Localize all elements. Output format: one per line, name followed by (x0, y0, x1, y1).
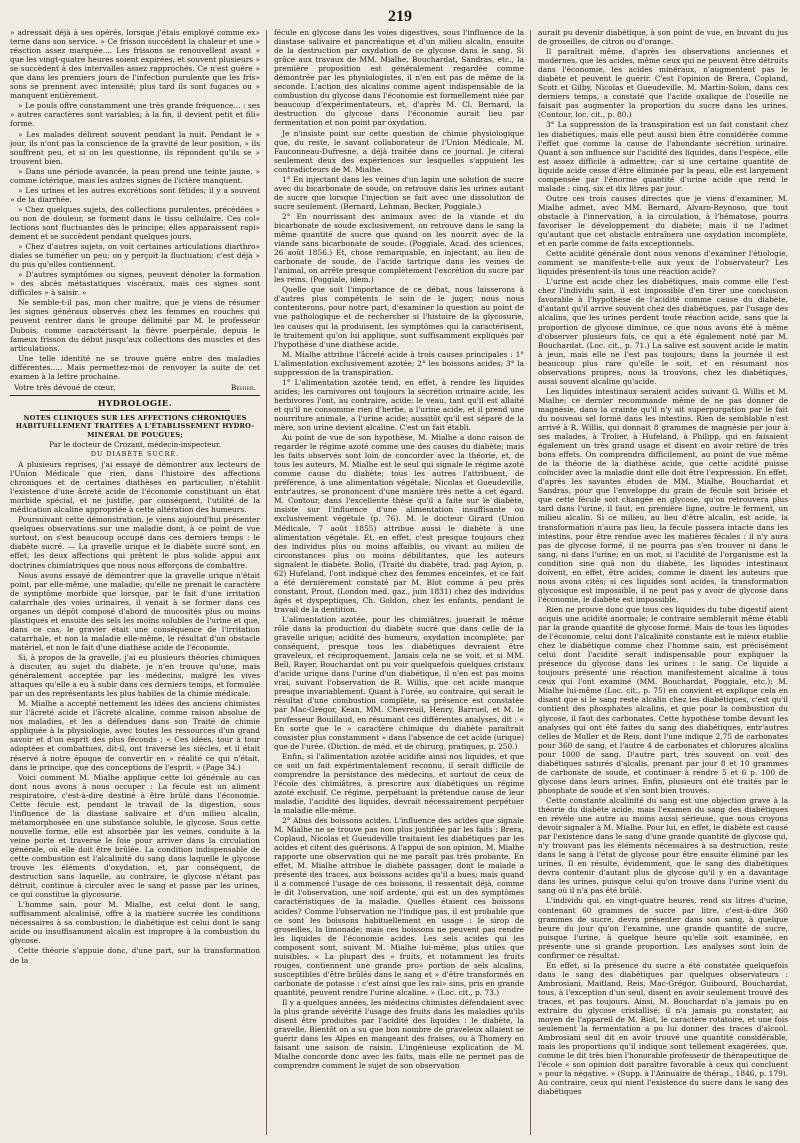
paragraph: 2° En nourrissant des animaux avec de la viande et du bicarbonate de soude exclusivement, on retrouve dans le sang la même quantité de sucre que quand on les nourrit avec de la viande sans bicarbonate de soude. (Poggiale, Acad. des sciences, 26 août 1856.) Et, chose remarquable, en injectant, au lieu de carbonate de soude, de l'acide tartrique dans les veines de l'animal, on arrête presque complètement l'excrétion du sucre par les reins. (Poggiale, idem.) (274, 211, 524, 285)
paragraph: Ne semble-t-il pas, mon cher maître, que je viens de résumer les signes généraux observés chez les femmes en couches qui peuvent rentrer dans le groupe délimité par M. le professeur Dubois, comme caractérisant la fièvre puerpérale, depuis le fameux frisson du début jusqu'aux collections des muscles et des articulations. (10, 298, 260, 353)
paragraph: » D'autres symptômes ou signes, peuvent dénoter la formation » des abcès métastatiques viscéraux, mais ces signes sont difficiles » à saisir. » (10, 270, 260, 298)
paragraph: A plusieurs reprises, j'ai essayé de démontrer aux lecteurs de l'Union Médicale que rien, dans l'histoire des affections chroniques et de certaines diathèses en particulier, n'établit l'existence d'une âcreté acide de l'économie constituant un état morbide spécial, et ne justifie, par conséquent, l'utilité de la médication alcaline appropriée à cette altération des humeurs. (10, 460, 260, 515)
column-left (10, 28, 260, 1138)
page-number: 219 (388, 8, 412, 25)
article-heading: NOTES CLINIQUES SUR LES AFFECTIONS CHRONIQUES HABITUELLEMENT TRAITÉES A L'ÉTABLISSEMENT HYDRO-MINÉRAL DE POUGUES; (15, 413, 255, 439)
paragraph: M. Mialhe attribue l'âcreté acide à trois causes principales : 1° L'alimentation exclusivement azotée; 2° les boissons acides; 3° la suppression de la transpiration. (274, 349, 524, 377)
paragraph: » adressait déjà à ses opérés, lorsque j'étais employé comme ex» terne dans son service. » Ce frisson succédent la chaleur et une » réaction assez marquée.... Les frissons se renouvellent avant » que les vingt-quatre heures soient expirées, et souvent plusieurs » se succèdent à des intervalles assez rapprochés. Ce n'est guère » que dans les premiers jours de l'infection purulente que les fris» sons se prennent avec intensité; plus tard ils sont fugaces ou » manquent entièrement. (10, 28, 260, 101)
paragraph: Si, à propos de la gravelle, j'ai eu plusieurs théories chimiques à discuter, au sujet du diabète, je n'en trouve qu'une, mais généralement acceptée par les médecins, malgré les vives attaques qu'elle a eu à subir dans ces derniers temps, et formulée par un des représentants les plus habiles de la chimie médicale. (10, 652, 260, 699)
column-divider (266, 30, 267, 1135)
section-divider (10, 395, 260, 396)
paragraph: » Les urines et les autres excrétions sont fétides; il y a souvent » de la diarrhée. (10, 185, 260, 204)
column-middle (274, 28, 524, 1138)
column-divider (530, 30, 531, 1135)
paragraph: 1° En injectant dans les veines d'un lapin une solution de sucre avec du bicarbonate de soude, on retrouve dans les urines autant de sucre que lorsque l'injection se fait avec une dissolution de sucre seulement. (Bernard, Lehman, Becker, Poggiale.) (274, 174, 524, 211)
paragraph: 3° La suppression de la transpiration est un fait constant chez les diabétiques, mais elle peut aussi bien être considérée comme l'effet que comme la cause de l'abondante sécrétion urinaire. Quant à son influence sur l'acidité des liquides, dans l'espèce, elle est assez difficile à admettre; car si une certaine quantité de liquide acide cesse d'être éliminée par la peau, elle est largement compensée par l'énorme quantité d'urine acide que rend le malade : cinq, six et dix litres par jour. (538, 120, 788, 193)
paragraph: Outre ces trois causes directes que je viens d'examiner, M. Mialhe admet, avec MM. Bernard, Alvaro-Reynoso, que tout obstacle à l'innervation, à la circulation, à l'hématose, pourra favoriser le développement du diabète; mais il ne l'admet qu'autant que cet obstacle entraînera une oxydation incomplète, et en parle comme de faits exceptionnels. (538, 193, 788, 249)
paragraph: Nous avons essayé de démontrer que la gravelle urique n'était point, par elle-même, une maladie; qu'elle ne prenait le caractère de symptôme morbide que lorsque, par le fait d'une irritation catarrhale des voies urinaires, il venait à se former dans ces organes un dépôt composé d'abord de mucosités plus ou moins plastiques et ensuite des sels les moins solubles de l'urine et que, dans ce cas, le gravier était une conséquence de l'irritation catarrhale, et non la maladie elle-même, le résultat d'un obstacle matériel, et non le fait d'une diathèse acide de l'économie. (10, 570, 260, 652)
paragraph: L'urine est acide chez les diabétiques, mais comme elle l'est chez l'individu sain, il est impossible d'en tirer une conclusion favorable à l'hypothèse de l'acidité comme cause du diabète, d'autant qu'il arrive souvent chez des diabétiques, par l'usage des alcalins, que les urines perdent toute réaction acide, sans que la proportion de glycose diminue, ce que nous avons été à même d'observer plusieurs fois, ce qui a été également noté par M. Bouchardat. (Loc. cit., p. 71.) La salive est souvent acide le matin à jeun, mais elle ne l'est pas toujours; dans la journée il est beaucoup plus rare qu'elle le soit, et en résumant nos observations propres, nous la trouvons, chez les diabétiques, aussi souvent alcaline qu'acide. (538, 277, 788, 386)
paragraph: » Les malades délirent souvent pendant la nuit. Pendant le » jour, ils n'ont pas la conscience de la gravité de leur position, » ils souffrent peu, et si on les questionne, ils répondent qu'ils se » trouvent bien. (10, 129, 260, 166)
paragraph: Une telle identité ne se trouve guère entre des maladies différentes..... Mais permettez-moi de renvoyer la suite de cet examen à la lettre prochaine. (10, 353, 260, 381)
paragraph: Cette acidité générale dont nous venons d'examiner l'étiologie, comment se manifeste-t-elle aux yeux de l'observateur? Les liquides présentent-ils tous une réaction acide? (538, 249, 788, 277)
article-byline: Par le docteur de Crozant, médecin-inspecteur. (49, 440, 221, 449)
letter-signature (10, 383, 260, 392)
paragraph: aurait pu devenir diabétique, à son point de vue, en buvant du jus de groseilles, de citron ou d'orange. (538, 28, 788, 47)
paragraph: L'alimentation azotée, pour les chimiâtres, jouerait le même rôle dans la production du diabète sucré que dans celle de la gravelle urique; acidité des humeurs, oxydation incomplète; par conséquent, presque tous les diabétiques devraient être graveleux, et réciproquement. Jamais cela ne se voit, et si MM. Bell, Rayer, Bouchardat ont pu voir quelquefois quelques cristaux d'acide urique dans l'urine d'un diabétique, il n'en est pas moins vrai, suivant l'observation de R. Willis, que cet acide manque presque invariablement. Quant à l'urée, au contraire, qui serait le résultat d'une combustion complète, sa présence est constatée par Mac-Grégor, Kean, MM. Chevreuil, Henry, Barruel, et M. le professeur Bouillaud, en résumant ces différentes analyses, dit : « En sorte que le » caractère chimique du diabète paraîtrait consister plus constamment » dans l'absence de cet acide (urique) que de l'urée. (Diction. de méd. et de chirurg. pratiques, p. 250.) (274, 615, 524, 751)
paragraph: » Le pouls offre constamment une très grande fréquence... : ses » autres caractères sont variables; à la fin, il devient petit et fili» forme. (10, 101, 260, 129)
paragraph: Cette constante alcalinité du sang est une objection grave à la théorie du diabète acide, mais l'examen du sang des diabétiques en révèle une autre au moins aussi sérieuse, que nous croyons devoir signaler à M. Mialhe. Pour lui, en effet, le diabète est causé par l'existence dans le sang d'une grande quantité de glycose qui, n'y trouvant pas les éléments nécessaires à sa destruction, reste dans le sang à l'état de glycose pour être ensuite éliminé par les urines. Il en résulte, évidemment, que le sang des diabétiques devra contenir d'autant plus de glycose qu'il y en a davantage dans les urines, puisque celui qu'on trouve dans l'urine vient du sang où il n'a pas été brûlé. (538, 795, 788, 896)
paragraph: » Chez d'autres sujets, on voit certaines articulations diarthro» diales se tuméfier un peu; on y perçoit la fluctuation; c'est déjà » du pus qu'elles contiennent. (10, 242, 260, 270)
paragraph: » Chez quelques sujets, des collections purulentes, précédées » ou non de douleur, se forment dans le tissu cellulaire. Ces col» lections sont fluctuantes dès le principe; elles apparaissent rapi» dement et se succèdent pendant quelques jours. (10, 204, 260, 242)
paragraph: Rien ne prouve donc que tous ces liquides du tube digestif aient acquis une acidité anormale; le contraire semblerait même établi par la grande quantité de glycose formé. Mais de tous les liquides de l'économie, celui dont l'alcalinité constante est le mieux établie chez le diabétique comme chez l'homme sain, est précisément celui dont l'acidité serait indispensable pour expliquer la présence du glycose dans les urines : le sang. Ce liquide a toujours présenté une réaction manifestement alcaline à tous ceux qui l'ont examiné (MM. Bouchardat, Poggiale, etc.); M. Mialhe lui-même (Loc. cit., p. 75) en convient et explique cela en disant que si le sang reste alcalin chez les diabétiques, c'est qu'il contient des phosphates alcalins, et que pour la combustion du glycose, il faut des carbonates. Cette hypothèse tombe devant les analyses qui ont été faites du sang des diabétiques, entr'autres celles de Muller et de Reis, dont l'une indique 2,75 de carbonates pour 360 de sang, et l'autre 4 de carbonates et chlorures alcalins pour 1000 de sang. D'autre part, très souvent on voit des diabétiques saturés d'alcalis, prenant par jour 8 et 10 grammes de carbonate de soude, et continuer à rendre 5 et 6 p. 100 de glycose dans leurs urines. Enfin, plusieurs ont été traités par le phosphate de soude et s'en sont bien trouvés. (538, 604, 788, 795)
column-right (538, 28, 788, 1138)
paragraph: L'homme sain, pour M. Mialhe, est celui dont le sang, suffisamment alcalinisé, offre à la matière sucrée les conditions nécessaires à sa combustion; le diabétique est celui dont le sang acide ou insuffisamment alcalin est impropre à la combustion du glycose. (10, 900, 260, 946)
section-title: HYDROLOGIE. (97, 397, 173, 408)
paragraph: Enfin, si l'alimentation azotée acidifie ainsi nos liquides, et que ce soit un fait expérimentalement reconnu, il serait difficile de comprendre la persistance des médecins, et surtout de ceux de l'école des chimiâtres, à prescrire aux diabétiques un régime azoté exclusif. Ce régime, perpétuant la prétendue cause de leur maladie, l'acidité des liquides, devrait nécessairement perpétuer la maladie elle-même. (274, 751, 524, 815)
paragraph: Au point de vue de son hypothèse, M. Mialhe a donc raison de regarder le régime azoté comme une des causes du diabète; mais les faits observés sont loin de concorder avec la théorie, et, de tous les auteurs, M. Mialhe est le seul qui signale le régime azoté comme cause du diabète; tous les autres l'attribuent, de préférence, à une alimentation végétale; Nicolas et Gueudeville, entr'autres, se prononcent d'une manière très nette à cet égard. M. Contour, dans l'excellente thèse qu'il a faite sur le diabète, insiste sur l'influence d'une alimentation insuffisante ou exclusivement végétale (p. 76). M. le docteur Girard (Union Médicale, 7 août 1855) attribue aussi le diabète à une alimentation végétale. Et, en effet, c'est presque toujours chez des individus plus ou moins affaiblis, ou vivant au milieu de circonstances plus ou moins débilitantes, que les auteurs signalent le diabète. Bollo, (Traité du diabète, trad. pag Ayion, p. 62) Hufeland, l'ont indiqué chez des femmes enceintes, et ce fait a été dernièrement constaté par M. Blot comme à peu près constant, Prout, (London med. gaz., juin 1831) chez des individus âgés et dyspeptiques, Ch. Goldon, chez les enfants, pendant le travail de la dentition. (274, 433, 524, 614)
paragraph: Il y a quelques années, les médecins chimistes défendaient avec la plus grande sévérité l'usage des fruits dans les maladies qu'ils disent être produites par l'acidité des liquides : le diabète, la gravelle. Bientôt on a su que bon nombre de graveleux allaient se guérir dans les Alpes en mangeant des fraises, ou à Thomery en faisant une saison de raisin. L'ingénieuse explication de M. Mialhe concorde donc avec les faits, mais elle ne permet pas de comprendre comment le sujet de son observation (274, 997, 524, 1071)
paragraph: Poursuivant cette démonstration, je viens aujourd'hui présenter quelques observations sur une maladie dont, à ce point de vue surtout, on s'est beaucoup occupé dans ces derniers temps : le diabète sucré. — La gravelle urique et le diabète sucré sont, en effet, les deux affections qui prêtent le plus solide appui aux doctrines chimiatriques que nous nous efforçons de combattre. (10, 515, 260, 570)
subsection-title: DU DIABÈTE SUCRÉ. (90, 450, 180, 458)
paragraph: Je n'insiste point sur cette question de chimie physiologique que, du reste, le savant collaborateur de l'Union Médicale, M. Fauconneau-Dufresne, a déjà traitée dans ce journal. Je citerai seulement deux des expériences sur lesquelles s'appuient les contradicteurs de M. Mialhe. (274, 128, 524, 174)
paragraph: M. Mialhe a accepté nettement les idées des anciens chimistes sur l'âcreté acide et l'âcreté alcaline, comme raison absolue de nos maladies, et les a défendues dans son Traité de chimie appliquée à la physiologie, avec toutes les ressources d'un grand savoir et d'un esprit des plus féconds : « Ces idées, tour à tour adoptées et combattues, dit-il, ont traversé les siècles, et il était réservé à notre époque de convertir en » réalité ce qui n'était, dans le principe, que des conceptions de l'esprit. » (Page 34.) (10, 699, 260, 772)
paragraph: 2° Abus des boissons acides. L'influence des acides que signale M. Mialhe ne se trouve pas non plus justifiée par les faits : Brera, Coplaud, Nicolas et Gueudeville traitaient les diabétiques par les acides et citent des guérisons. A l'appui de son opinion, M. Mialhe rapporte une observation qui ne me paraît pas très probante. En effet, M. Mialhe attribue le diabète passager, dont le malade a présenté des traces, aux boissons acides qu'il a bues; mais quand il a commencé l'usage de ces boissons, il ressentait déjà, comme le dit l'observation, une soif ardente, qui est un des symptômes caractéristiques de la maladie. Quelles étaient ces boissons acides? Comme l'observation ne l'indique pas, il est probable que ce sont les boissons habituellement en usage : le sirop de groseilles, la limonade; mais ces boissons ne peuvent pas rendre les liquides de l'économie acides. Les sels acides qui les composent sont, suivant M. Mialhe lui-même, plus utiles que nuisibles. « La plupart des » fruits, et notamment les fruits rouges, contiennent une grande pro» portion de sels alcalins, susceptibles d'être brûlés dans le sang et » d'être transformés en carbonate de potasse : c'est ainsi que les rai» sins, pris en grande quantité, peuvent rendre l'urine alcaline. » (Loc. cit., p. 73.) (274, 816, 524, 997)
paragraph: Quelle que soit l'importance de ce débat, nous laisserons à d'autres plus compétents le soin de le juger; nous nous contenterons, pour notre part, d'examiner la question au point de vue pathologique et de rechercher si l'histoire de la glycosurie, les causes qui la produisent, les symptômes qui la caractérisent, le traitement qu'on lui applique, sont suffisamment expliqués par l'hypothèse d'une diathèse acide. (274, 285, 524, 349)
paragraph: Cette théorie s'appuie donc, d'une part, sur la transformation de la (10, 946, 260, 965)
closing-line: Votre très dévoué de cœur, (14, 382, 116, 392)
author-name: Béhier. (230, 382, 256, 392)
paragraph: fécule en glycose dans les voies digestives, sous l'influence de la diastase salivaire et pancréatique et d'un milieu alcalin, ensuite de la destruction par oxydation de ce glycose dans le sang. Si grâce aux travaux de MM. Mialhe, Bouchardat, Sandras, etc., la première proposition est généralement regardée comme démontrée par les physiologistes, il n'en est pas de même de la seconde. L'action des alcalins comme agent indispensable de la combustion du glycose dans l'économie est formellement niée par beaucoup d'expérimentateurs, et, d'après M. Cl. Bernard, la destruction du glycose dans l'économie aurait lieu par fermentation et non point par oxydation. (274, 28, 524, 128)
paragraph: L'individu qui, en vingt-quatre heures, rend six litres d'urine, contenant 60 grammes de sucre par litre, c'est-à-dire 360 grammes de sucre, devra présenter dans son sang, à quelque heure du jour qu'on l'examine, une grande quantité de sucre, puisque l'urine, à quelque heure qu'elle soit examinée, en présente une si grande proportion. Les analyses sont loin de confirmer ce résultat. (538, 896, 788, 960)
paragraph: 1° L'alimentation azotée tend, en effet, à rendre les liquides acides; les carnivores ont toujours la sécrétion urinaire acide, les herbivores l'ont, au contraire, acide; le veau, tant qu'il est allaité et qu'il ne consomme rien d'herbe, a l'urine acide, et il prend une nourriture animale, a l'urine acide; aussitôt qu'il est séparé de la mère, son urine devient alcaline. C'est un fait établi. (274, 377, 524, 433)
paragraph: Il paraîtrait même, d'après les observations anciennes et modernes, que les acides, même ceux qui ne peuvent être détruits dans l'économie, les acides minéraux, n'augmentent pas le diabète et peuvent le guérir. C'est l'opinion de Brera, Copland, Scott et Gilby, Nicolas et Gueudeville. M. Martin-Solon, dans ces derniers temps, a constaté que l'acide oxalique de l'oseille ne faisait pas augmenter la proportion du sucre dans les urines. (Contour, loc. cit., p. 80.) (538, 47, 788, 120)
paragraph: Voici comment M. Mialhe applique cette loi générale au cas dont nous avons à nous occuper : La fécule est un aliment respiratoire, c'est-à-dire destiné à être brûlé dans l'économie. Cette fécule est, pendant le travail de la digestion, sous l'influence de la diastase salivaire et d'un milieu alcalin, métamorphosée en une substance soluble, le glycose. Sous cette nouvelle forme, elle est absorbée par les veines, conduite à la veine porte et traverse le foie pour arriver dans la circulation générale, où elle doit être brûlée. La condition indispensable de cette combustion est l'alcalinité du sang dans laquelle le glycose trouve les éléments d'oxydation, et, par conséquent, de destruction sans laquelle, au contraire, le glycose n'étant pas détruit, continue à circuler avec le sang et passe par les urines, ce qui constitue la glycosurie. (10, 772, 260, 900)
paragraph: Les liquides intestinaux seraient acides suivant G. Willis et M. Mialhe; ce dernier recommande même de ne pas donner de magnésie, dans la crainte qu'il n'y ait superpurgation par le fait du nouveau sel formé dans les intestins. Rien de semblable n'est arrivé à R. Willis, qui donnait 8 grammes de magnésie par jour à ses malades, à Trolier, à Hufeland, à Philipp, qui en faisaient également un très grand usage et disent en avoir retiré de très bons effets. On comprendra difficilement, au point de vue même de la théorie de la diathèse acide, que cette acidité puisse coïncider avec la maladie dont elle doit être l'expression. En effet, d'après les savantes études de MM. Mialhe, Bouchardat et Sandras, pour que l'enveloppe du grain de fécule soit brisée et que cette fécule soit changée en glycose, qu'on retrouvera plus tard dans l'urine, il faut, en première ligne, outre le ferment, un milieu alcalin. Si ce milieu, au lieu d'être alcalin, est acide, la transformation n'aura pas lieu, la fécule passera intacte dans les intestins, pour être rendue avec les matières fécales : il n'y aura pas de glycose formé, il ne pourra pas s'en trouver ni dans le sang, ni dans l'urine; en un mot, si l'acidité de l'organisme est la condition sine quâ non du diabète, les liquides intestinaux doivent, en effet, être acides, comme le disent les auteurs que nous avons cités; si ces liquides sont acides, la transformation glycosique est impossible, il ne peut pas y avoir de glycose dans l'économie, le diabète est impossible. (538, 386, 788, 604)
paragraph: » Dans une période avancée, la peau prend une teinte jaune, » comme ictérique, mais les autres signes de l'ictère manquent. (10, 166, 260, 185)
section-title-underline (40, 410, 230, 411)
paragraph: En effet, si la présence du sucre a été constatée quelquefois dans le sang des diabétiques par quelques observateurs : Ambrosiani, Maitland, Reis, Mac-Grégor, Guibourd, Bouchardat, tous, à l'exception d'un seul, disent en avoir seulement trouvé des traces, et pas toujours. Ainsi, M. Bouchardat n'a jamais pu en extraire du glycose cristallisé; il n'a jamais pu constater, au moyen de l'appareil de M. Biot, le caractère rotatoire, et une fois seulement la fermentation a pu lui donner des traces d'alcool. Ambrosiani seul dit en avoir trouvé une quantité considérable, mais les proportions qu'il indique sont tellement exagérées, que, comme le dit très bien l'honorable professeur de thérapeutique de l'école « son opinion doit paraître favorable à ceux qui concluent » pour la négative. » (Supp. à l'Annuaire de thérap., 1846, p. 179). Au contraire, ceux qui nient l'existence du sucre dans le sang des diabétiques (538, 960, 788, 1097)
